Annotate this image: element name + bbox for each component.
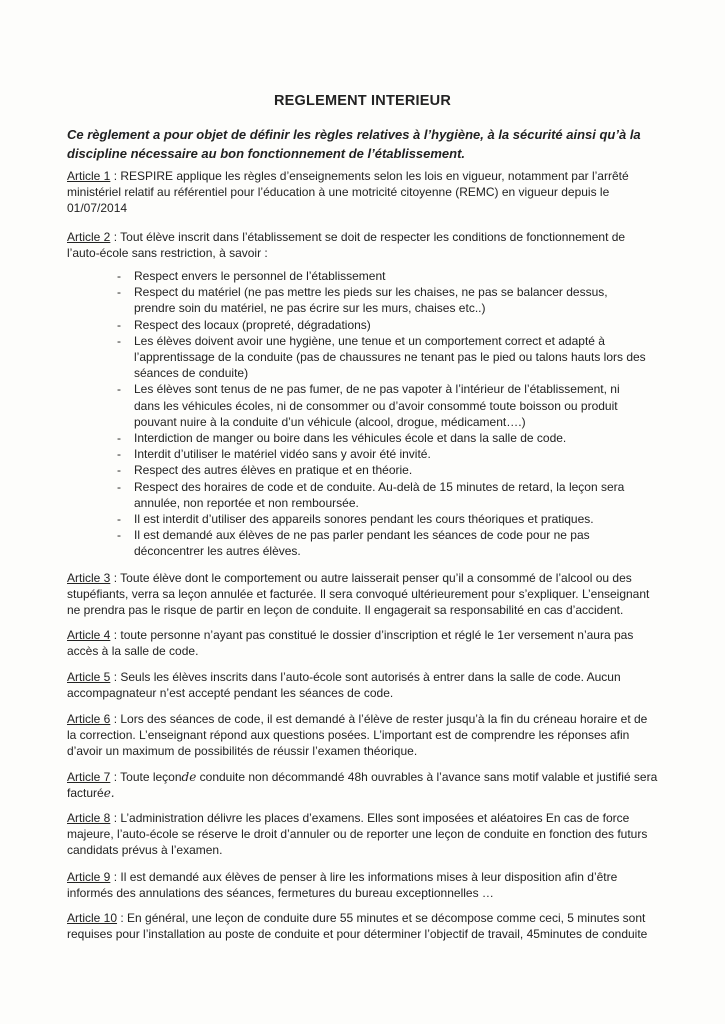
article-8: [67, 810, 659, 859]
article-text: : toute personne n’ayant pas constitué le dossier d’inscription et réglé le 1er versement n’aura pas accès à la salle de code.: [67, 628, 634, 659]
bullet-marker: -: [117, 285, 121, 300]
handwritten-correction: de: [181, 770, 197, 784]
list-item: - Il est demandé aux élèves de ne pas parler pendant les séances de code pour ne pas déconcentrer les autres élèves.: [117, 528, 590, 559]
article-text: : En général, une leçon de conduite dure 55 minutes et se décompose comme ceci, 5 minutes sont requises pour l’installation au poste de conduite et pour déterminer l’objectif de travail, 45minutes de conduite: [67, 911, 648, 942]
article-2-bullet-list: [117, 268, 647, 560]
intro-paragraph: Ce règlement a pour objet de définir les règles relatives à l’hygiène, à la sécurité ainsi qu’à la discipline nécessaire au bon fonctionnement de l’établissement.: [67, 127, 641, 161]
list-item: - Interdiction de manger ou boire dans les véhicules école et dans la salle de code.: [117, 431, 567, 446]
article-10: [67, 910, 659, 942]
bullet-marker: -: [117, 447, 121, 462]
bullet-marker: -: [117, 269, 121, 283]
article-2: [67, 229, 659, 261]
list-item: - Il est interdit d’utiliser des appareils sonores pendant les cours théoriques et pratiques.: [117, 512, 594, 527]
article-label: Article 6: [67, 712, 111, 726]
article-text: : Toute élève dont le comportement ou autre laisserait penser qu’il a consommé de l’alcool ou des stupéfiants, verra sa leçon annulée et facturée. Il sera convoqué ultérieurement pour s’expliquer. L’enseignant ne prendra pas le risque de partir en leçon de conduite. Il engagerait sa responsabilité en cas d’accident.: [67, 571, 650, 618]
bullet-marker: -: [117, 382, 121, 397]
list-item: - Respect envers le personnel de l’établissement: [117, 269, 386, 283]
list-item: - Interdit d’utiliser le matériel vidéo sans y avoir été invité.: [117, 447, 431, 462]
article-text: : L’administration délivre les places d’examens. Elles sont imposées et aléatoires En cas de force majeure, l’auto-école se réserve le droit d’annuler ou de reporter une leçon de conduite en fonction des futurs candidats prévus à l’examen.: [67, 811, 648, 858]
bullet-marker: -: [117, 333, 121, 348]
article-label: Article 7: [67, 770, 111, 784]
article-1: [67, 168, 659, 217]
article-text: conduite non décommandé 48h ouvrables à l’avance sans motif valable et justifié sera facturé: [67, 770, 658, 801]
bullet-marker: -: [117, 463, 121, 478]
bullet-marker: -: [117, 431, 121, 446]
list-item: - Les élèves doivent avoir une hygiène, une tenue et un comportement correct et adapté à l’apprentissage de la conduite (pas de chaussures ne tenant pas le pied ou talons hauts lors des séances de conduite): [117, 333, 646, 381]
list-item: - Respect du matériel (ne pas mettre les pieds sur les chaises, ne pas se balancer dessus, prendre soin du matériel, ne pas écrire sur les murs, chaises etc..): [117, 285, 608, 316]
article-label: Article 4: [67, 628, 111, 642]
article-text: : Tout élève inscrit dans l’établissement se doit de respecter les conditions de fonctionnement de l’auto-école sans restriction, à savoir :: [67, 230, 626, 261]
article-text: : Il est demandé aux élèves de penser à lire les informations mises à leur disposition afin d’être informés des annulations des séances, fermetures du bureau exceptionnelles …: [67, 870, 618, 901]
article-label: Article 5: [67, 670, 111, 684]
article-7: [67, 769, 659, 801]
bullet-marker: -: [117, 479, 121, 494]
article-label: Article 9: [67, 870, 111, 884]
article-text: : RESPIRE applique les règles d’enseignements selon les lois en vigueur, notamment par l’arrêté ministériel relatif au référentiel pour l’éducation à une motricité citoyenne (REMC) en vigueur depuis le 01/07/2014: [67, 169, 629, 216]
article-9: [67, 869, 659, 901]
article-6: [67, 711, 659, 760]
article-text: : Toute leçon: [110, 770, 182, 784]
article-label: Article 1: [67, 169, 111, 183]
handwritten-correction: e.: [103, 786, 115, 801]
article-label: Article 3: [67, 571, 111, 585]
list-item: - Respect des horaires de code et de conduite. Au-delà de 15 minutes de retard, la leçon sera annulée, non reportée et non remboursée.: [117, 479, 625, 510]
list-item: - Respect des locaux (propreté, dégradations): [117, 317, 371, 332]
bullet-marker: -: [117, 512, 121, 527]
list-item: - Les élèves sont tenus de ne pas fumer, de ne pas vapoter à l’intérieur de l’établissement, ni dans les véhicules écoles, ni de consommer ou d’avoir consommé toute boisson ou produit pouvant nuire à la conduite d’un véhicule (alcool, drogue, médicament….): [117, 382, 620, 429]
list-item: - Respect des autres élèves en pratique et en théorie.: [117, 463, 413, 478]
page-title: REGLEMENT INTERIEUR: [274, 93, 451, 109]
article-5: [67, 669, 659, 701]
article-4: [67, 627, 659, 659]
article-label: Article 2: [67, 230, 111, 244]
article-text: : Lors des séances de code, il est demandé à l’élève de rester jusqu’à la fin du créneau horaire et de la correction. L’enseignant répond aux questions posées. L’important est de comprendre les réponses afin d’avoir un maximum de possibilités de réussir l’examen théorique.: [67, 712, 648, 759]
article-text: : Seuls les élèves inscrits dans l’auto-école sont autorisés à entrer dans la salle de code. Aucun accompagnateur n’est accepté pendant les séances de code.: [67, 670, 621, 701]
article-label: Article 8: [67, 811, 111, 825]
bullet-marker: -: [117, 317, 121, 332]
article-3: [67, 570, 659, 619]
article-label: Article 10: [67, 911, 118, 925]
bullet-marker: -: [117, 528, 121, 543]
